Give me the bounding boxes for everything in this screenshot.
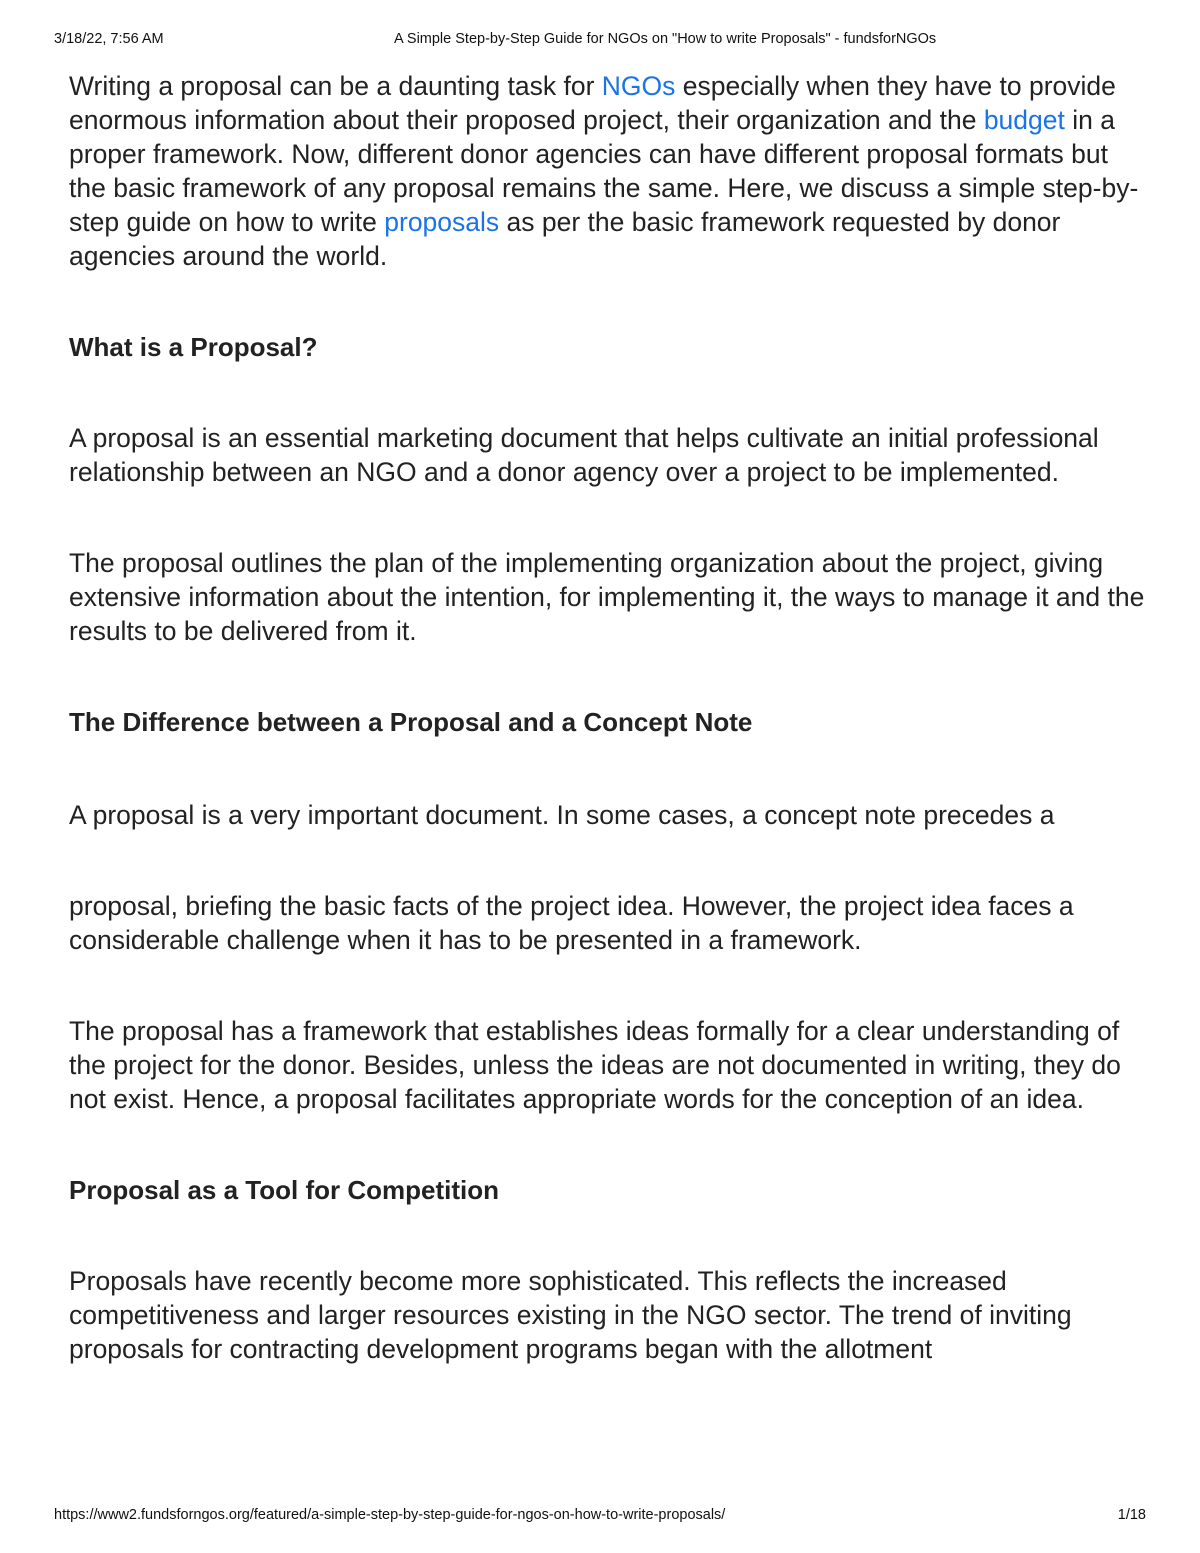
print-url: https://www2.fundsforngos.org/featured/a-simple-step-by-step-guide-for-ngos-on-how-to-write-proposals/ [54, 1507, 726, 1523]
intro-text-2: especially when they have to provide enormous information about their proposed project, their organization and the [69, 71, 1116, 135]
budget-link[interactable]: budget [983, 105, 1065, 135]
print-datetime: 3/18/22, 7:56 AM [54, 31, 164, 47]
intro-text-4: as per the basic framework requested by donor agencies around the world. [69, 207, 1061, 271]
article-body [69, 66, 1149, 1366]
heading-competition: Proposal as a Tool for Competition [69, 1175, 499, 1205]
what-paragraph-2: The proposal outlines the plan of the implementing organization about the project, giving extensive information about the intention, for implementing it, the ways to manage it and the results to be delivered from it. [69, 548, 1145, 646]
competition-paragraph-1: Proposals have recently become more sophisticated. This reflects the increased competitiveness and larger resources existing in the NGO sector. The trend of inviting proposals for contracting development programs began with the allotment [69, 1266, 1072, 1364]
difference-paragraph-1: A proposal is a very important document. In some cases, a concept note precedes a [69, 800, 1055, 830]
print-page-number: 1/18 [1117, 1507, 1146, 1523]
intro-text-1: Writing a proposal can be a daunting task for [69, 71, 602, 101]
difference-paragraph-3: The proposal has a framework that establishes ideas formally for a clear understanding of the project for the donor. Besides, unless the ideas are not documented in writing, they do not exist. Hence, a proposal facilitates appropriate words for the conception of an idea. [69, 1016, 1121, 1114]
what-paragraph-1: A proposal is an essential marketing document that helps cultivate an initial professional relationship between an NGO and a donor agency over a project to be implemented. [69, 423, 1099, 487]
print-page-title: A Simple Step-by-Step Guide for NGOs on "How to write Proposals" - fundsforNGOs [394, 31, 937, 47]
heading-what-is-proposal: What is a Proposal? [69, 332, 318, 362]
ngos-link[interactable]: NGOs [601, 71, 676, 101]
intro-paragraph [69, 69, 1149, 273]
heading-difference: The Difference between a Proposal and a Concept Note [69, 707, 753, 737]
difference-paragraph-2: proposal, briefing the basic facts of the project idea. However, the project idea faces a considerable challenge when it has to be presented in a framework. [69, 891, 1074, 955]
intro-text-3: in a proper framework. Now, different donor agencies can have different proposal formats but the basic framework of any proposal remains the same. Here, we discuss a simple step-by-step guide on how to write [69, 105, 1139, 237]
proposals-link[interactable]: proposals [384, 207, 500, 237]
